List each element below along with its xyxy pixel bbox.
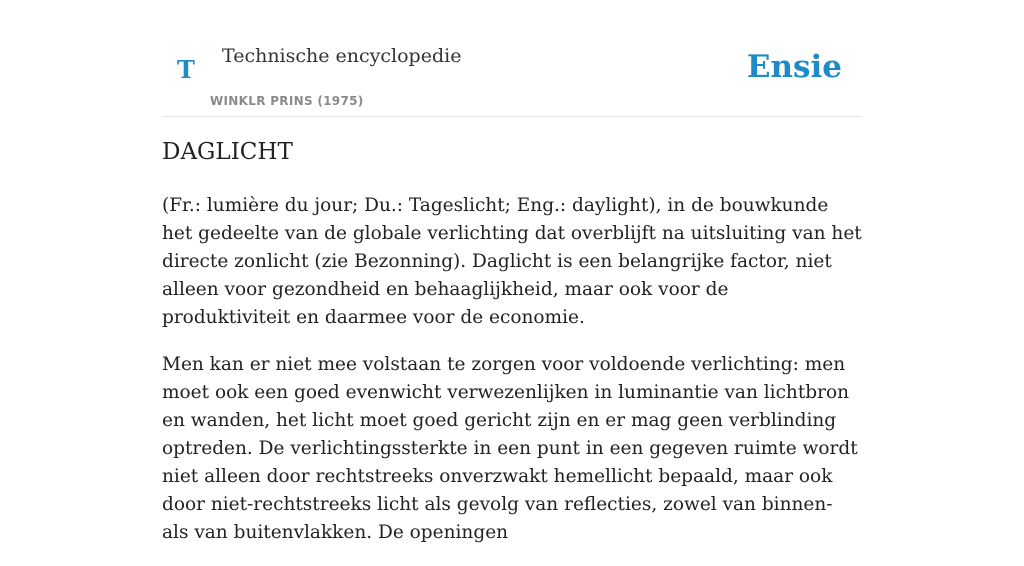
entry-title: DAGLICHT [162,139,293,165]
entry-paragraph: Men kan er niet mee volstaan te zorgen voor voldoende verlichting: men moet ook een goed evenwicht verwezenlijken in luminantie van lichtbron en wanden, het licht moet goed gericht zijn en er mag geen verblinding optreden. De verlichtingssterkte in een punt in een gegeven ruimte wordt niet alleen door rechtstreeks onverzwakt hemellicht bepaald, maar ook door niet-rechtstreeks licht als gevolg van reflecties, zowel van binnen- als van buitenvlakken. De openingen [162,354,858,543]
brand-logo[interactable]: Ensie [746,49,842,85]
book-title-link[interactable]: Technische encyclopedie [222,45,462,67]
source-label: WINKLR PRINS (1975) [210,94,364,108]
entry-content [162,192,862,566]
page [162,0,862,543]
header [162,0,862,117]
entry-paragraph: (Fr.: lumière du jour; Du.: Tageslicht; Eng.: daylight), in de bouwkunde het gedeelte van de globale verlichting dat overblijft na uitsluiting van het directe zonlicht (zie Bezonning). Daglicht is een belangrijke factor, niet alleen voor gezondheid en behaaglijkheid, maar ook voor de produktiviteit en daarmee voor de economie. [162,195,862,328]
encyclopedia-logo[interactable]: T [177,55,195,84]
